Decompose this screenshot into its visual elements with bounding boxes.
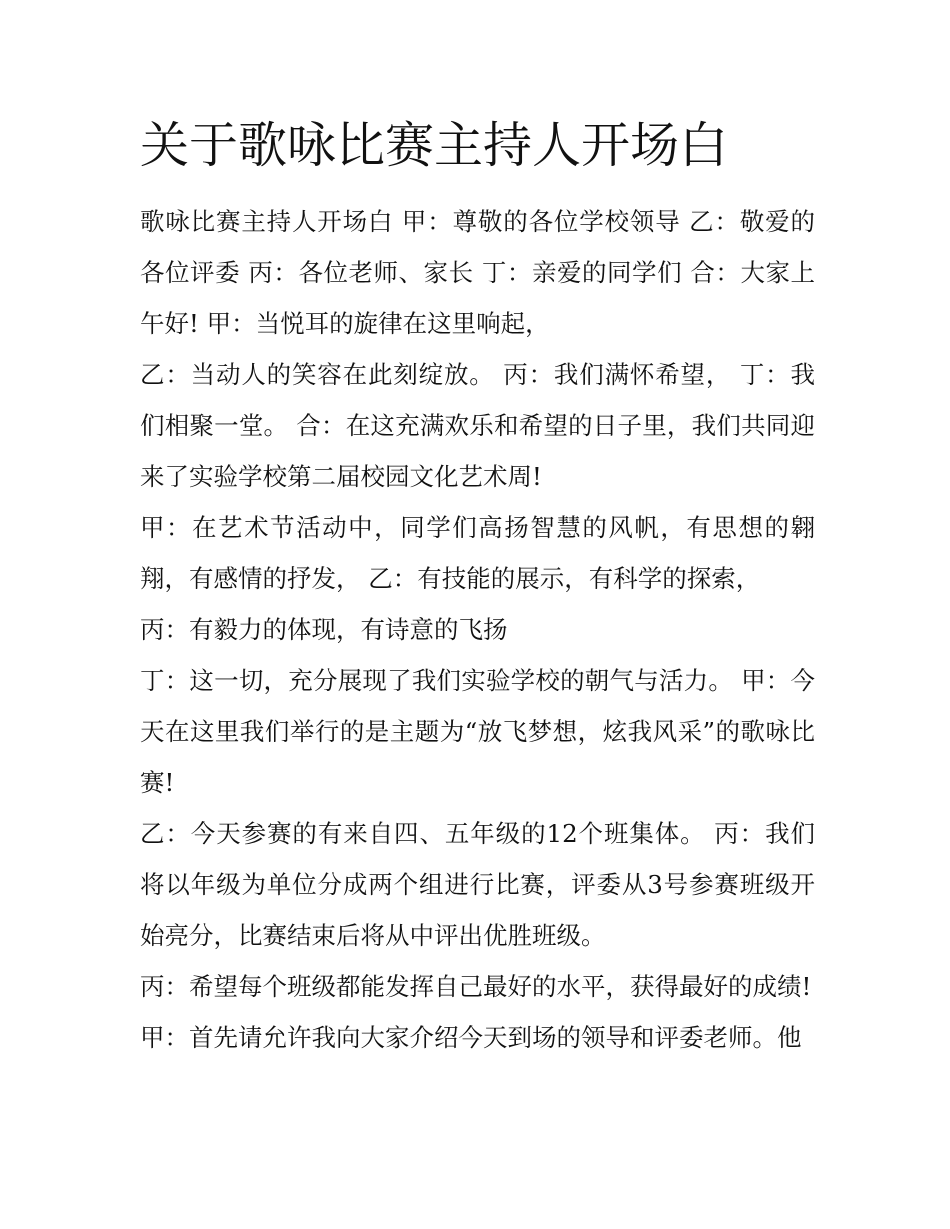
- paragraph: 丁：这一切，充分展现了我们实验学校的朝气与活力。 甲：今天在这里我们举行的是主题为“放飞梦想，炫我风采”的歌咏比赛!: [140, 666, 815, 797]
- paragraph: 丙：希望每个班级都能发挥自己最好的水平，获得最好的成绩!: [140, 972, 812, 1001]
- paragraph: 乙：今天参赛的有来自四、五年级的12个班集体。 丙：我们将以年级为单位分成两个组进行比赛，评委从3号参赛班级开始亮分，比赛结束后将从中评出优胜班级。: [140, 819, 815, 950]
- paragraph: 甲：首先请允许我向大家介绍今天到场的领导和评委老师。他: [140, 1023, 802, 1052]
- document-title: 关于歌咏比赛主持人开场白: [140, 117, 729, 174]
- paragraph: 歌咏比赛主持人开场白 甲：尊敬的各位学校领导 乙：敬爱的各位评委 丙：各位老师、家长 丁：亲爱的同学们 合：大家上午好! 甲：当悦耳的旋律在这里响起，: [140, 207, 815, 338]
- paragraph: 丙：有毅力的体现，有诗意的飞扬: [140, 615, 508, 644]
- document-body: [140, 196, 815, 1063]
- paragraph: 甲：在艺术节活动中，同学们高扬智慧的风帆，有思想的翱翔，有感情的抒发， 乙：有技能的展示，有科学的探索，: [140, 513, 815, 593]
- paragraph: 乙：当动人的笑容在此刻绽放。 丙：我们满怀希望， 丁：我们相聚一堂。 合：在这充满欢乐和希望的日子里，我们共同迎来了实验学校第二届校园文化艺术周!: [140, 360, 815, 491]
